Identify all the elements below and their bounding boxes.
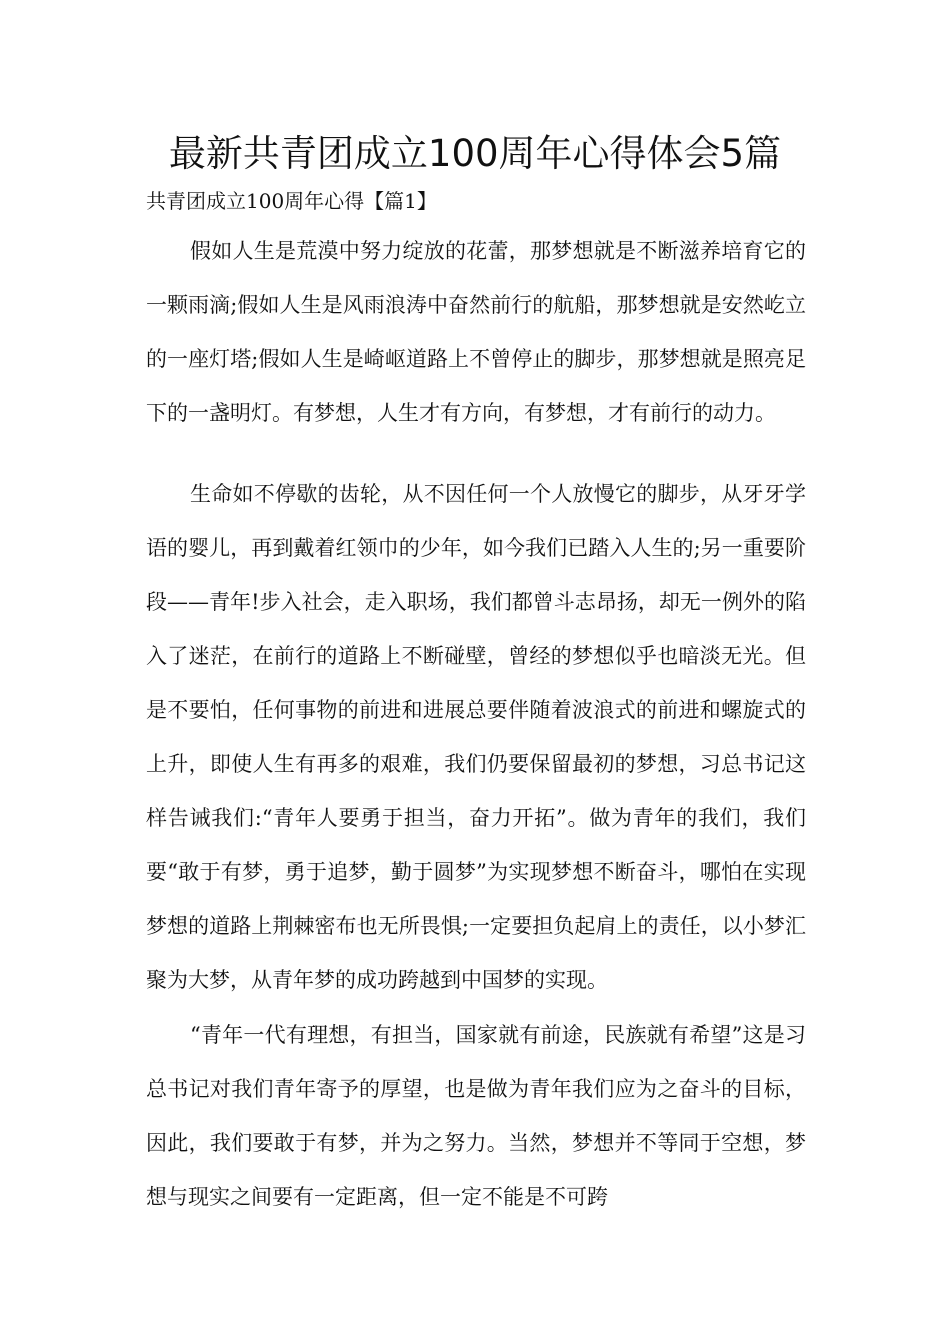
paragraph: “青年一代有理想，有担当，国家就有前途，民族就有希望”这是习总书记对我们青年寄予的厚望，也是做为青年我们应为之奋斗的目标，因此，我们要敢于有梦，并为之努力。当然，梦想并不等同于空想，梦想与现实之间要有一定距离，但一定不能是不可跨 <box>146 1023 806 1209</box>
section-heading: 共青团成立100周年心得【篇1】 <box>146 189 437 213</box>
paragraph: 假如人生是荒漠中努力绽放的花蕾，那梦想就是不断滋养培育它的一颗雨滴;假如人生是风雨浪涛中奋然前行的航船，那梦想就是安然屹立的一座灯塔;假如人生是崎岖道路上不曾停止的脚步，那梦想就是照亮足下的一盏明灯。有梦想，人生才有方向，有梦想，才有前行的动力。 <box>146 239 806 425</box>
paragraph: 生命如不停歇的齿轮，从不因任何一个人放慢它的脚步，从牙牙学语的婴儿，再到戴着红领巾的少年，如今我们已踏入人生的;另一重要阶段——青年!步入社会，走入职场，我们都曾斗志昂扬，却无一例外的陷入了迷茫，在前行的道路上不断碰壁，曾经的梦想似乎也暗淡无光。但是不要怕，任何事物的前进和进展总要伴随着波浪式的前进和螺旋式的上升，即使人生有再多的艰难，我们仍要保留最初的梦想，习总书记这样告诫我们:“青年人要勇于担当，奋力开拓”。做为青年的我们，我们要“敢于有梦，勇于追梦，勤于圆梦”为实现梦想不断奋斗，哪怕在实现梦想的道路上荆棘密布也无所畏惧;一定要担负起肩上的责任，以小梦汇聚为大梦，从青年梦的成功跨越到中国梦的实现。 <box>146 482 806 992</box>
document-title: 最新共青团成立100周年心得体会5篇 <box>168 132 782 175</box>
